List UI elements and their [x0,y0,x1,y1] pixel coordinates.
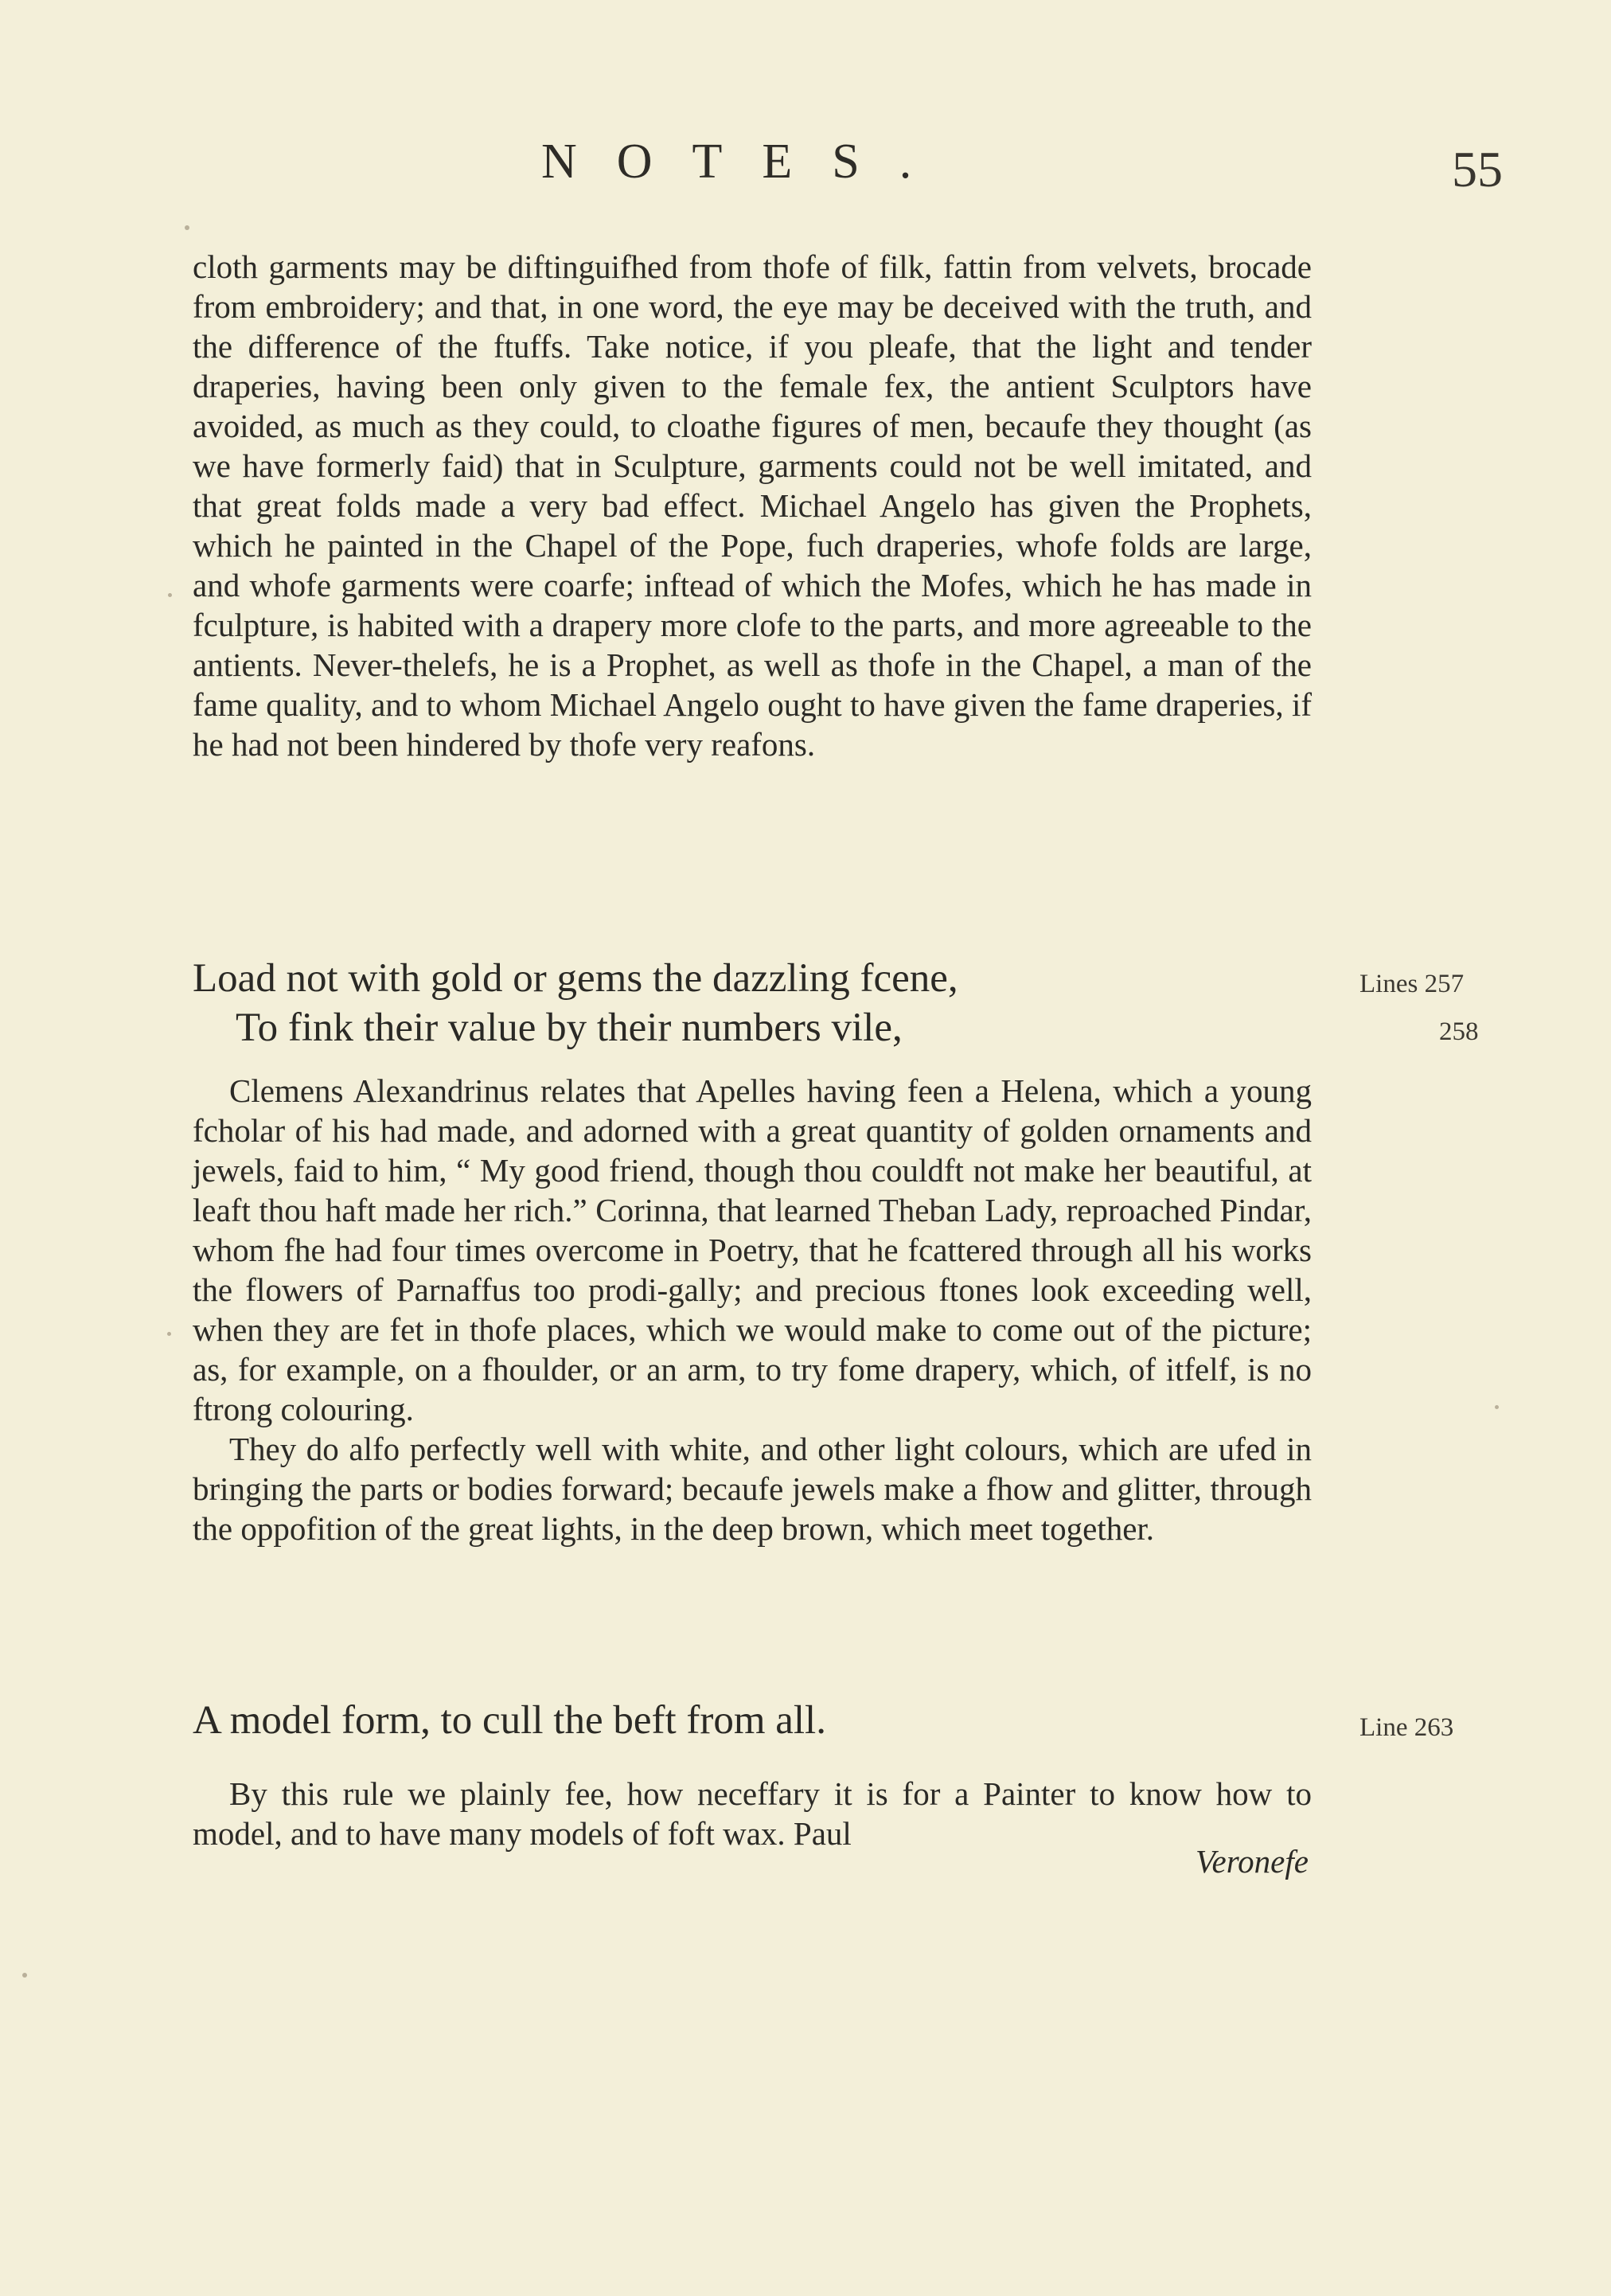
page-number: 55 [1452,141,1503,197]
line-reference: Lines 257 [1359,970,1465,998]
running-header: NOTES. [541,135,952,189]
paper-speck [1495,1405,1499,1409]
paragraph-text: By this rule we plainly fee, how neceffary it is for a Painter to know how to model, and to have many models of foft wax. Paul [193,1775,1312,1852]
line-reference: 258 [1439,1017,1479,1046]
paper-speck [167,1332,171,1336]
paper-speck [22,1973,27,1978]
note-paragraph-drapery [193,247,1312,764]
line-reference: Line 263 [1359,1713,1454,1742]
verse-line: To fink their value by their numbers vile, [236,1005,903,1050]
verse-quotation-lines-257-258 [193,954,958,1052]
catchword: Veronefe [1196,1843,1309,1880]
note-paragraph-apelles [193,1071,1312,1548]
note-paragraph-model [193,1774,1312,1853]
verse-line: A model form, to cull the beft from all. [193,1698,826,1743]
paragraph-text: Clemens Alexandrinus relates that Apelles having feen a Helena, which a young fcholar of his had made, and adorned with a great quantity of golden ornaments and jewels, faid to him, “ My good friend, though thou couldft not make her beautiful, at leaft thou haft made her rich.” Corinna, that learned Theban Lady, reproached Pindar, whom fhe had four times overcome in Poetry, that he fcattered through all his works the flowers of Parnaffus too prodi-gally; and precious ftones look exceeding well, when they are fet in thofe places, which we would make to come out of the picture; as, for example, on a fhoulder, or an arm, to try fome drapery, which, of itfelf, is no ftrong colouring. [193,1072,1312,1427]
paragraph-text: cloth garments may be diftinguifhed from thofe of filk, fattin from velvets, brocade from embroidery; and that, in one word, the eye may be deceived with the truth, and the difference of the ftuffs. Take notice, if you pleafe, that the light and tender draperies, having been only given to the female fex, the antient Sculptors have avoided, as much as they could, to cloathe figures of men, becaufe they thought (as we have formerly faid) that in Sculpture, garments could not be well imitated, and that great folds made a very bad effect. Michael Angelo has given the Prophets, which he painted in the Chapel of the Pope, fuch draperies, whofe folds are large, and whofe garments were coarfe; inftead of which the Mofes, which he has made in fculpture, is habited with a drapery more clofe to the parts, and more agreeable to the antients. Never-thelefs, he is a Prophet, as well as thofe in the Chapel, a man of the fame quality, and to whom Michael Angelo ought to have given the fame draperies, if he had not been hindered by thofe very reafons. [193,248,1312,763]
paper-speck [168,593,172,597]
paper-speck [185,225,189,230]
paragraph-text: They do alfo perfectly well with white, and other light colours, which are ufed in bringing the parts or bodies forward; becaufe jewels make a fhow and glitter, through the oppofition of the great lights, in the deep brown, which meet together. [193,1431,1312,1547]
verse-line: Load not with gold or gems the dazzling fcene, [193,956,958,1001]
verse-quotation-line-263 [193,1696,826,1745]
